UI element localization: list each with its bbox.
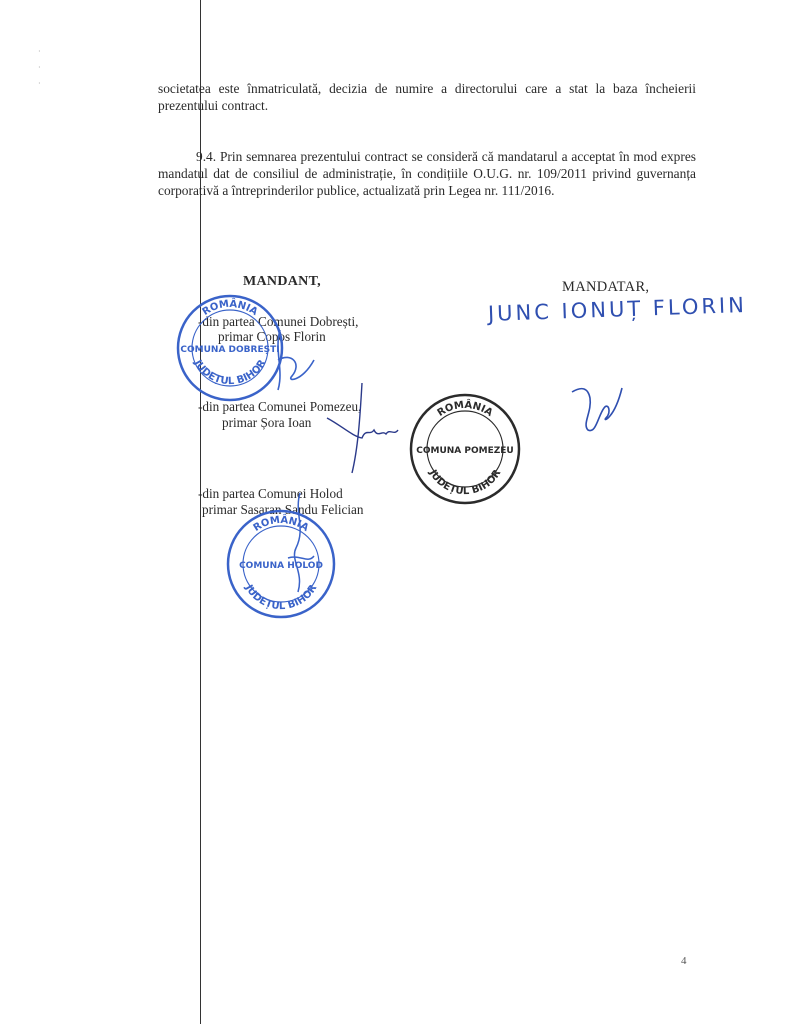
- svg-text:JUDEȚUL BIHOR: [426, 467, 503, 497]
- svg-text:ROMÂNIA: [436, 398, 495, 419]
- party-dobresti-mayor: primar Copos Florin: [218, 329, 326, 344]
- party-pomezeu-mayor: primar Șora Ioan: [222, 415, 312, 430]
- page-number: 4: [681, 955, 687, 967]
- stamp-pomezeu-top: ROMÂNIA: [435, 399, 495, 419]
- stamp-pomezeu-center: COMUNA POMEZEU: [416, 446, 514, 456]
- stamp-dobresti-center: COMUNA DOBREȘTI: [180, 345, 280, 355]
- scan-specks: · · ·: [38, 47, 41, 88]
- party-holod-line: -din partea Comunei Holod: [198, 486, 343, 501]
- stamp-dobresti-top: ROMÂNIA: [200, 298, 260, 318]
- party-pomezeu-line: -din partea Comunei Pomezeu,: [198, 399, 362, 414]
- paragraph-2: 9.4. Prin semnarea prezentului contract se consideră că mandatarul a acceptat în mod expres mandatul dat de consiliul de administrație, în condițiile O.U.G. nr. 109/2011 privind guvernanța corporativă a întreprinderilor publice, actualizată prin Legea nr. 111/2016.: [158, 149, 696, 198]
- mandant-heading: MANDANT,: [243, 274, 321, 289]
- stamp-pomezeu-bottom: JUDEȚUL BIHOR: [426, 467, 504, 498]
- mandatar-handwritten-name: JUNC IONUȚ FLORIN: [487, 292, 748, 326]
- stamp-holod-bottom: JUDEȚUL BIHOR: [242, 582, 320, 613]
- party-dobresti-line: -din partea Comunei Dobrești,: [198, 314, 359, 329]
- paragraph-1: societatea este înmatriculată, decizia de numire a directorului care a stat la baza încheierii prezentului contract.: [158, 81, 696, 113]
- stamp-holod-top: ROMÂNIA: [251, 514, 311, 534]
- signature-mandatar: [568, 378, 628, 438]
- mandatar-heading: MANDATAR,: [562, 279, 650, 295]
- party-holod-mayor: primar Sasaran Sandu Felician: [202, 502, 364, 517]
- stamp-holod-center: COMUNA HOLOD: [239, 561, 323, 571]
- signature-holod: [280, 488, 320, 598]
- signature-pomezeu: [322, 378, 402, 478]
- svg-text:JUDEȚUL BIHOR: [191, 357, 268, 387]
- stamp-pomezeu: [408, 392, 522, 506]
- stamp-dobresti-bottom: JUDEȚUL BIHOR: [191, 358, 269, 388]
